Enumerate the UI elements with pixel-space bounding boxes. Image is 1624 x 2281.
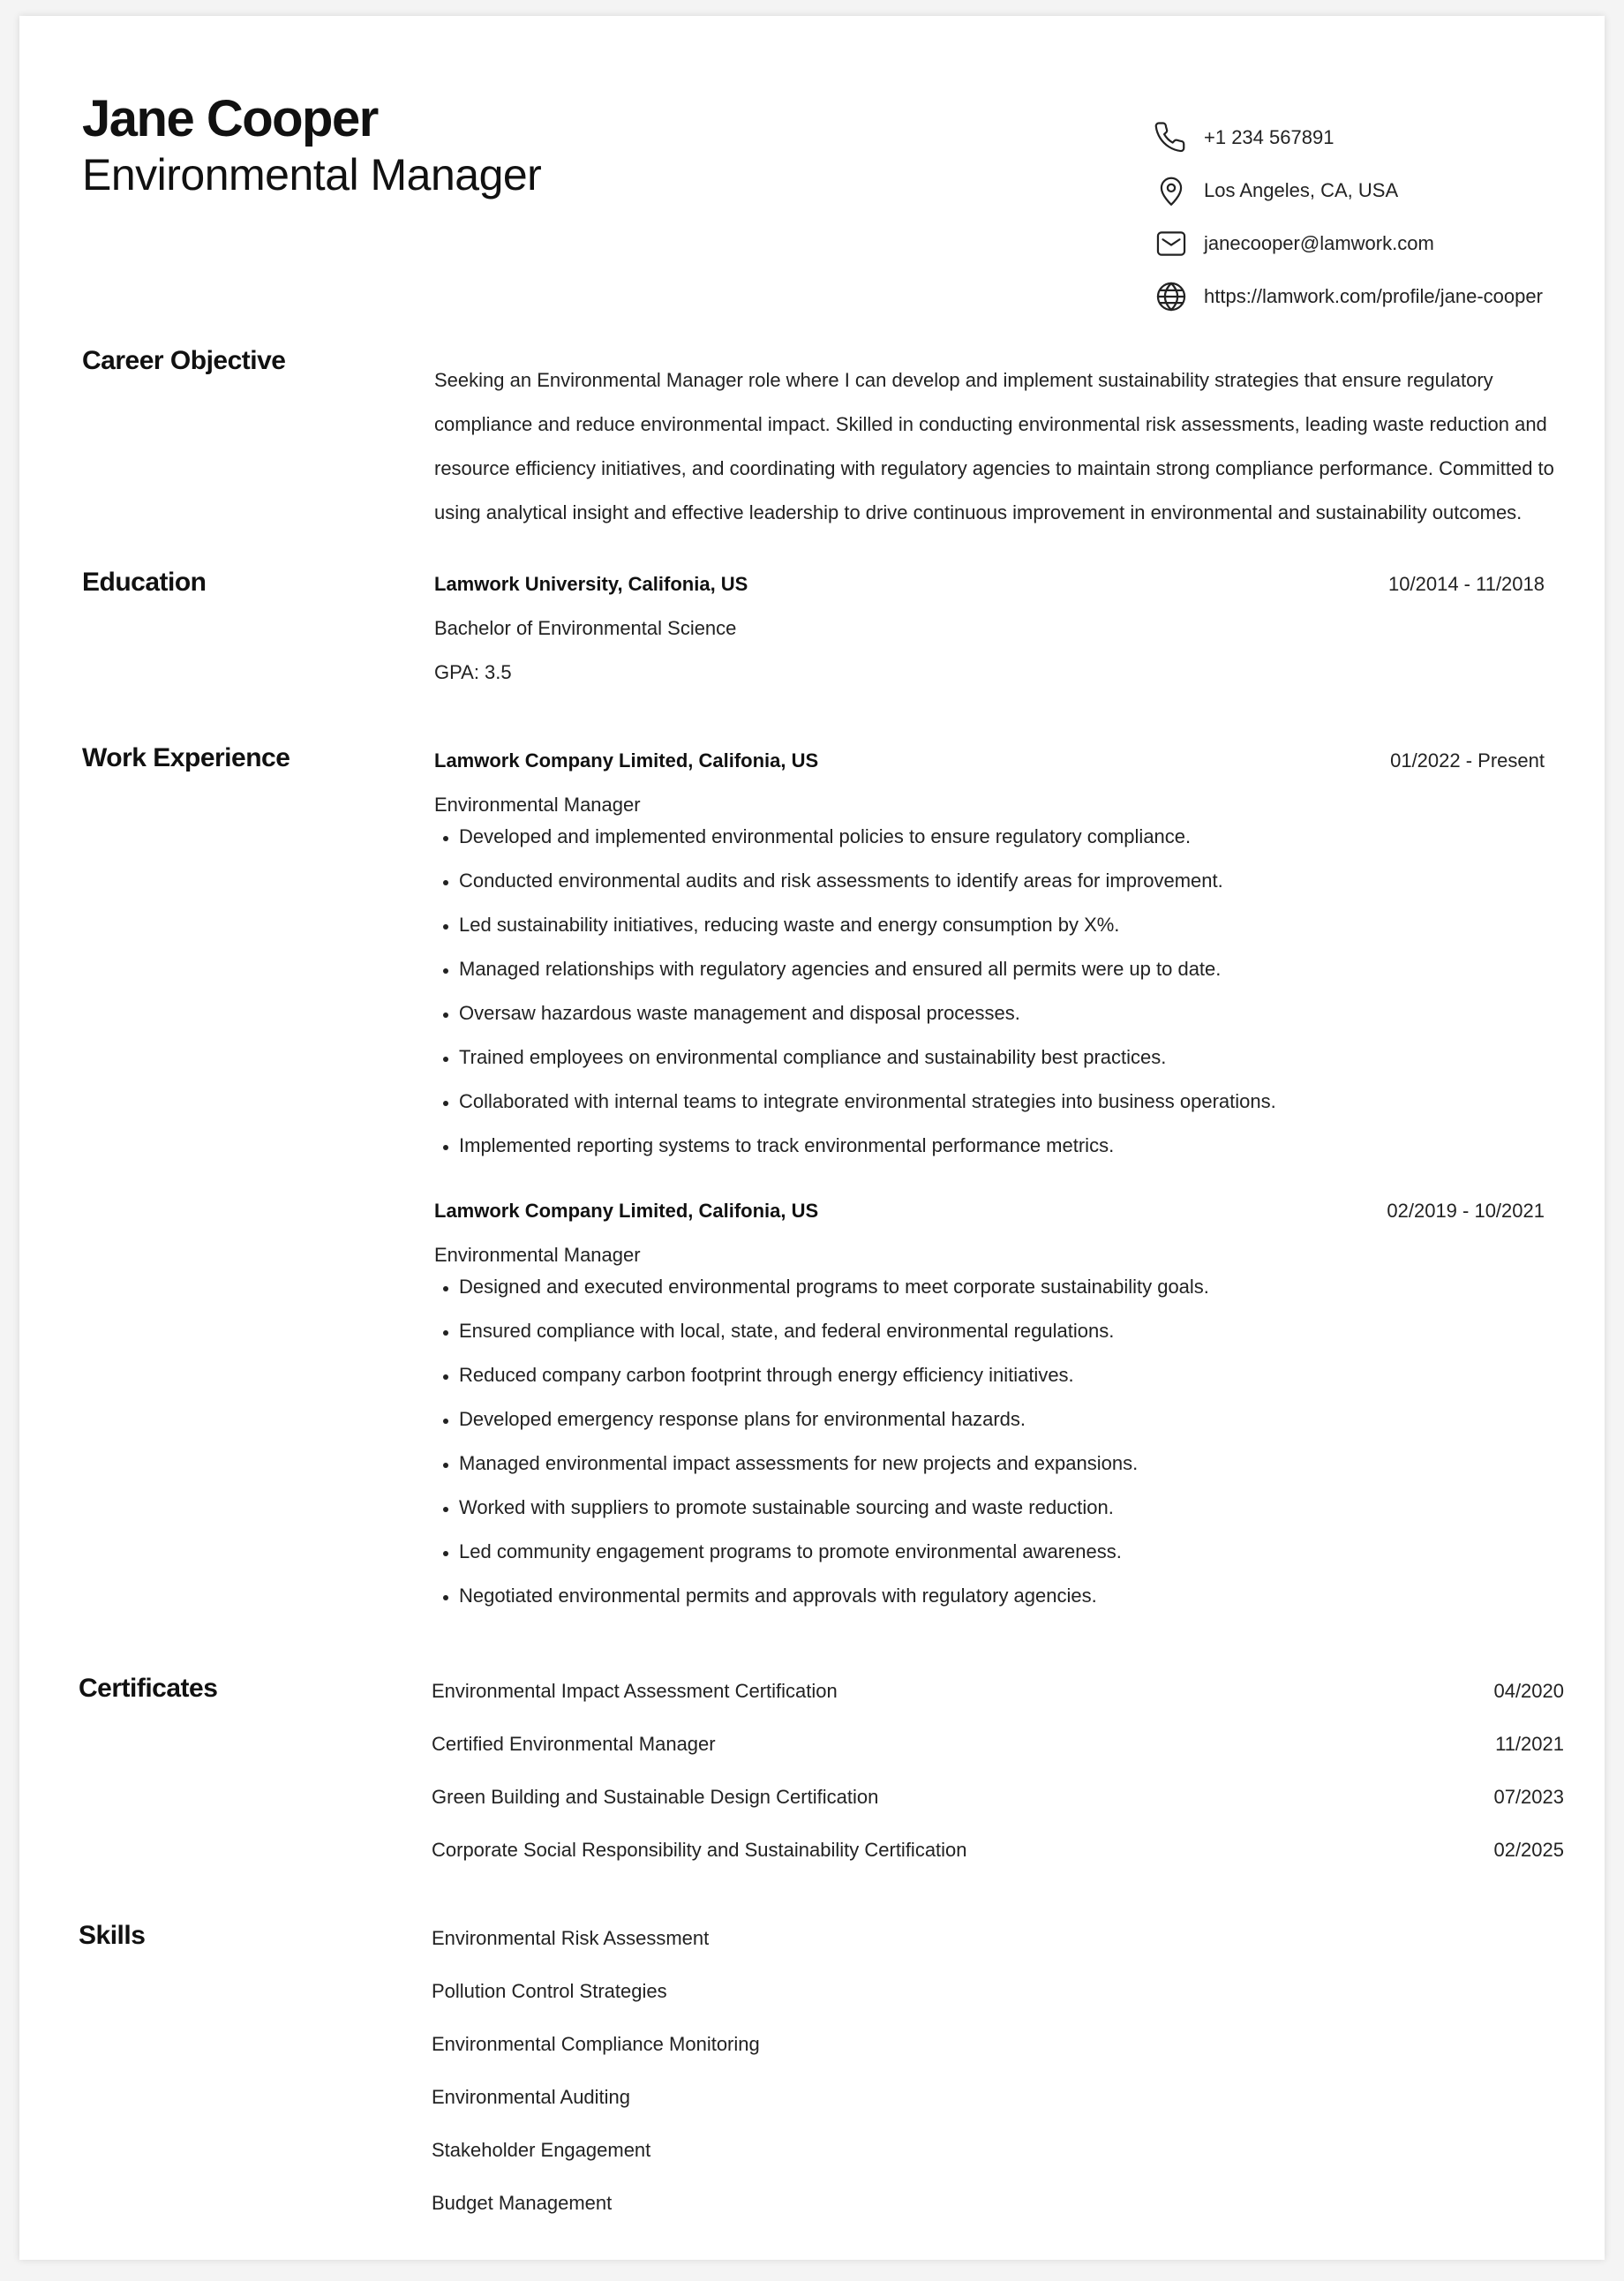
work-bullet: • Conducted environmental audits and risk assessments to identify areas for improvement. bbox=[459, 859, 1276, 903]
work-company: Lamwork Company Limited, Califonia, US bbox=[434, 749, 819, 772]
skill-item: Budget Management bbox=[432, 2192, 613, 2214]
globe-icon bbox=[1154, 280, 1188, 313]
education-heading: Education bbox=[82, 568, 207, 597]
work-bullet: • Worked with suppliers to promote sustainable sourcing and waste reduction. bbox=[459, 1486, 1209, 1530]
contact-website-text: https://lamwork.com/profile/jane-cooper bbox=[1204, 285, 1543, 307]
work-bullet: • Managed relationships with regulatory agencies and ensured all permits were up to date. bbox=[459, 947, 1276, 991]
skill-item: Environmental Auditing bbox=[432, 2086, 631, 2108]
certificate-date: 11/2021 bbox=[1495, 1733, 1564, 1755]
work-company: Lamwork Company Limited, Califonia, US bbox=[434, 1200, 819, 1222]
contact-email bbox=[1154, 217, 1543, 270]
work-bullet: • Implemented reporting systems to track environmental performance metrics. bbox=[459, 1124, 1276, 1168]
skill-item: Environmental Risk Assessment bbox=[432, 1927, 710, 1949]
contact-phone bbox=[1154, 111, 1543, 164]
certificate-row bbox=[432, 1838, 1564, 1863]
certificate-date: 02/2025 bbox=[1493, 1839, 1564, 1861]
work-bullet: • Led sustainability initiatives, reducing waste and energy consumption by X%. bbox=[459, 903, 1276, 947]
certificate-date: 07/2023 bbox=[1493, 1786, 1564, 1808]
certificate-row bbox=[432, 1732, 1564, 1757]
work-role: Environmental Manager bbox=[434, 794, 641, 816]
phone-icon bbox=[1154, 121, 1188, 154]
certificate-name: Green Building and Sustainable Design Certification bbox=[432, 1786, 879, 1808]
work-role: Environmental Manager bbox=[434, 1244, 641, 1266]
contact-phone-text: +1 234 567891 bbox=[1204, 126, 1335, 148]
skills-heading: Skills bbox=[79, 1921, 146, 1950]
work-bullet-list bbox=[434, 1265, 1209, 1618]
skill-item: Stakeholder Engagement bbox=[432, 2139, 651, 2161]
work-dates: 01/2022 - Present bbox=[1390, 749, 1545, 772]
work-bullet: • Collaborated with internal teams to integrate environmental strategies into business operations. bbox=[459, 1080, 1276, 1124]
contact-email-text: janecooper@lamwork.com bbox=[1204, 232, 1434, 254]
education-gpa: GPA: 3.5 bbox=[434, 661, 512, 683]
certificate-row bbox=[432, 1679, 1564, 1704]
certificates-heading: Certificates bbox=[79, 1674, 218, 1703]
work-bullet-list bbox=[434, 815, 1276, 1168]
contact-location-text: Los Angeles, CA, USA bbox=[1204, 179, 1399, 201]
work-dates: 02/2019 - 10/2021 bbox=[1387, 1200, 1545, 1222]
work-bullet: • Ensured compliance with local, state, and federal environmental regulations. bbox=[459, 1309, 1209, 1353]
candidate-name: Jane Cooper bbox=[82, 90, 378, 147]
contact-website bbox=[1154, 270, 1543, 323]
career-objective-text: Seeking an Environmental Manager role where I can develop and implement sustainability strategies that ensure regulatory compliance and reduce environmental impact. Skilled in conducting environmental risk assessments, leading waste reduction and resource efficiency initiatives, and coordinating with regulatory agencies to maintain strong compliance performance. Committed to using analytical insight and effective leadership to drive continuous improvement in environmental and sustainability outcomes. bbox=[434, 369, 1554, 523]
work-bullet: • Developed and implemented environmental policies to ensure regulatory compliance. bbox=[459, 815, 1276, 859]
work-bullet: • Reduced company carbon footprint through energy efficiency initiatives. bbox=[459, 1353, 1209, 1397]
skill-item: Environmental Compliance Monitoring bbox=[432, 2033, 760, 2055]
education-school: Lamwork University, Califonia, US bbox=[434, 573, 748, 595]
skill-item: Pollution Control Strategies bbox=[432, 1980, 667, 2002]
education-degree: Bachelor of Environmental Science bbox=[434, 617, 737, 639]
contact-location bbox=[1154, 164, 1543, 217]
work-bullet: • Designed and executed environmental programs to meet corporate sustainability goals. bbox=[459, 1265, 1209, 1309]
education-dates: 10/2014 - 11/2018 bbox=[1388, 573, 1545, 595]
candidate-title: Environmental Manager bbox=[82, 150, 542, 199]
work-bullet: • Led community engagement programs to promote environmental awareness. bbox=[459, 1530, 1209, 1574]
work-bullet: • Trained employees on environmental compliance and sustainability best practices. bbox=[459, 1035, 1276, 1080]
location-icon bbox=[1154, 174, 1188, 207]
resume-page bbox=[19, 16, 1605, 2260]
work-bullet: • Negotiated environmental permits and approvals with regulatory agencies. bbox=[459, 1574, 1209, 1618]
certificate-row bbox=[432, 1785, 1564, 1810]
certificate-name: Environmental Impact Assessment Certification bbox=[432, 1680, 838, 1702]
certificate-name: Corporate Social Responsibility and Sustainability Certification bbox=[432, 1839, 967, 1861]
career-objective-heading: Career Objective bbox=[82, 346, 286, 375]
work-experience-heading: Work Experience bbox=[82, 743, 290, 772]
certificate-date: 04/2020 bbox=[1493, 1680, 1564, 1702]
contact-list bbox=[1154, 111, 1543, 323]
certificate-name: Certified Environmental Manager bbox=[432, 1733, 716, 1755]
work-bullet: • Developed emergency response plans for environmental hazards. bbox=[459, 1397, 1209, 1442]
work-bullet: • Managed environmental impact assessments for new projects and expansions. bbox=[459, 1442, 1209, 1486]
email-icon bbox=[1154, 227, 1188, 260]
work-bullet: • Oversaw hazardous waste management and disposal processes. bbox=[459, 991, 1276, 1035]
